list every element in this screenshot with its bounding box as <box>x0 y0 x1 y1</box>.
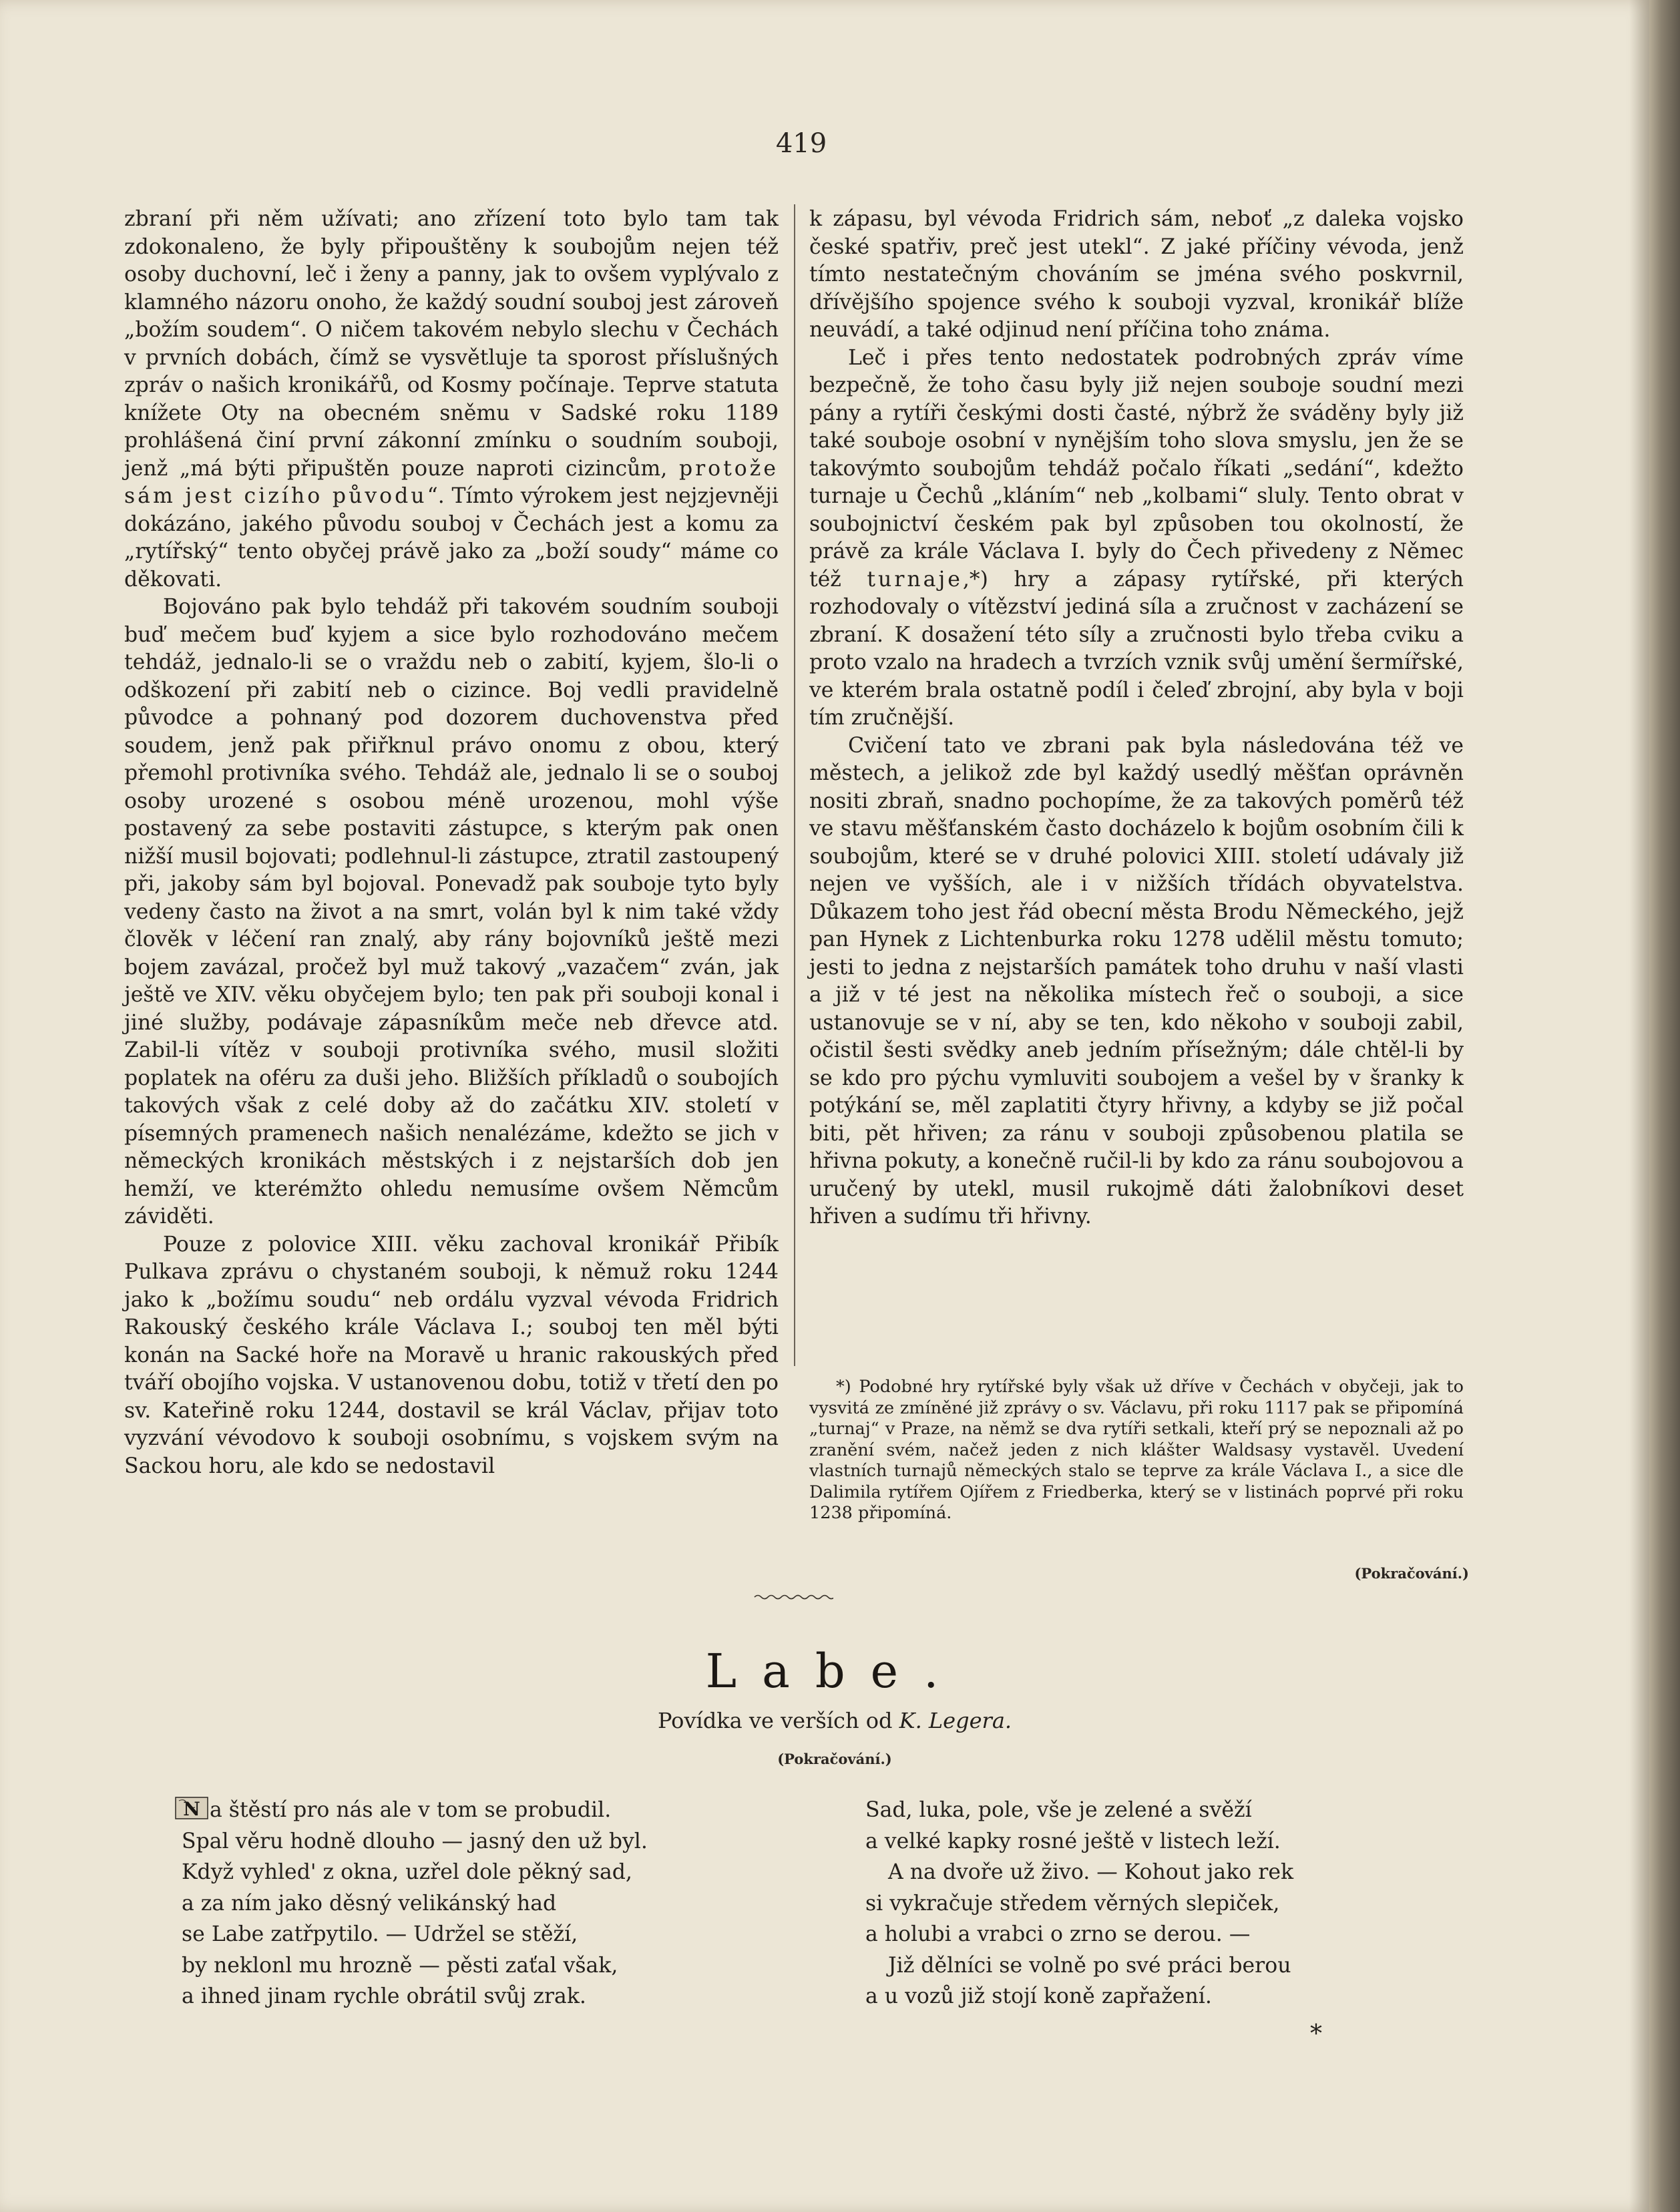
svg-text:N: N <box>183 1798 200 1819</box>
poem-line: a holubi a vrabci o zrno se derou. — <box>865 1922 1251 1946</box>
poem-left-stanza <box>175 1795 776 2012</box>
paragraph: zbraní při něm užívati; ano zřízení toto bylo tam tak zdokonaleno, že byly připouštěny k soubojům nejen též osoby duchovní, leč i ženy a panny, jak to ovšem vyplývalo z klamného názoru onoho, že každý soudní souboj jest zároveň „božím soudem“. O ničem takovém nebylo slechu v Čechách v prvních dobách, čímž se vysvětluje ta sporost příslušných zpráv o našich kronikářů, od Kosmy počínaje. Teprve statuta knížete Oty na obecném sněmu v Sadské roku 1189 prohlášená činí první zákonní zmínku o soudním souboji, jenž „má býti připuštěn pouze naproti cizincům, protože sám jest cizího původu“. Tímto výrokem jest nejzjevněji dokázáno, jakého původu souboj v Čechách jest a komu za „rytířský“ tento obyčej právě jako za „boží soudy“ máme co děkovati. <box>124 207 779 592</box>
poem-line: Sad, luka, pole, vše je zelené a svěží <box>865 1798 1252 1822</box>
left-text-column <box>124 206 779 1480</box>
poem-line: a ihned jinam rychle obrátil svůj zrak. <box>182 1984 586 2008</box>
author-name: K. Legera. <box>899 1708 1012 1733</box>
poem-line: se Labe zatřpytilo. — Udržel se stěží, <box>182 1922 578 1946</box>
continuation-note: (Pokračování.) <box>1354 1565 1469 1582</box>
footnote <box>809 1377 1464 1524</box>
poem-line: A na dvoře už živo. — Kohout jako rek <box>888 1860 1294 1884</box>
poem-line: a u vozů již stojí koně zapřažení. <box>865 1984 1212 2008</box>
paragraph: k zápasu, byl vévoda Fridrich sám, neboť „z daleka vojsko české spatřiv, preč jest utekl“. Z jaké příčiny vévoda, jenž tímto nestatečným chováním se jména svého poskvrnil, dřívějšího spojence svého k souboji vyzval, kronikář blíže neuvádí, a také odjinud není příčina toho známa. <box>809 207 1464 342</box>
story-title: Labe. <box>705 1644 964 1699</box>
poem-line: a za ním jako děsný velikánský had <box>182 1891 557 1916</box>
poem-line: Spal věru hodně dlouho — jasný den už byl. <box>182 1829 648 1853</box>
right-text-column <box>809 206 1464 1231</box>
footnote-text: *) Podobné hry rytířské byly však už dříve v Čechách v obyčeji, jak to vysvitá ze zmíněné již zprávy o sv. Václavu, při roku 1117 pak se připomíná „turnaj“ v Praze, na němž se dva rytíři setkali, kteří prý se nepoznali až po zranění svém, načež jeden z nich klášter Waldsasy vystavěl. Uvedení vlastních turnajů německých stalo se teprve za krále Václava I., a sice dle Dalimila rytířem Ojířem z Friedberka, který se v listinách poprvé při roku 1238 připomíná. <box>809 1377 1464 1523</box>
poem-right-stanza <box>865 1795 1466 2012</box>
spaced-emphasis: protože sám jest cizího původu <box>124 456 779 508</box>
page-number: 419 <box>775 128 827 159</box>
paragraph: Leč i přes tento nedostatek podrobných zpráv víme bezpečně, že toho času byly již nejen souboje soudní mezi pány a rytíři českými dosti časté, nýbrž že sváděny byly již také souboje osobní v nynějším toho slova smyslu, jen že se takovýmto soubojům tehdáž počalo říkati „sedání“, kdežto turnaje u Čechů „kláním“ neb „kolbami“ sluly. Tento obrat v soubojnictví českém pak byl způsoben tou okolností, že právě za krále Václava I. byly do Čech přivedeny z Němec též turnaje,*) hry a zápasy rytířské, při kterých rozhodovaly o vítězství jediná síla a zručnost v zacházení se zbraní. K dosažení této síly a zručnosti bylo třeba cviku a proto vzalo na hradech a tvrzích vznik svůj umění šermířské, ve kterém brala ostatně podíl i čeleď zbrojní, aby byla v boji tím zručnější. <box>809 345 1464 730</box>
poem-line: by neklonl mu hrozně — pěsti zaťal však, <box>182 1953 618 1978</box>
spaced-emphasis: turnaje <box>867 567 963 592</box>
end-asterisk: * <box>1310 2020 1322 2048</box>
poem-line: a velké kapky rosné ještě v listech leží. <box>865 1829 1281 1853</box>
poem-line: si vykračuje středem věrných slepiček, <box>865 1891 1280 1916</box>
ornament-divider <box>753 1593 833 1601</box>
poem-line: Když vyhled' z okna, uzřel dole pěkný sad, <box>182 1860 632 1884</box>
column-divider <box>794 204 795 1366</box>
paragraph: Cvičení tato ve zbrani pak byla následována též ve městech, a jelikož zde byl každý usedlý měšťan oprávněn nositi zbraň, snadno pochopíme, že za takových poměrů též ve stavu měšťanském často docházelo k bojům osobním čili k soubojům, které se v druhé polovici XIII. století udávaly již nejen ve vyšších, ale i v nižších třídách obyvatelstva. Důkazem toho jest řád obecní města Brodu Německého, jejž pan Hynek z Lichtenburka roku 1278 udělil městu tomuto; jesti to jedna z nejstarších památek toho druhu v naší vlasti a již v té jest na několika místech řeč o souboji, a sice ustanovuje se v ní, aby se ten, kdo někoho v souboji zabil, očistil šesti svědky aneb jedním přísežným; dále chtěl-li by se kdo pro pýchu vymluviti soubojem a vešel by v šranky k potýkání se, měl zaplatiti čtyry hřivny, a kdyby se již počal biti, pět hřiven; za ránu v souboji způsobenou platila se hřivna pokuty, a konečně ručil-li by kdo za ránu soubojovou a uručený by utekl, musil rukojmě dáti žalobníkovi deset hřiven a sudímu tři hřivny. <box>809 733 1464 1229</box>
story-subtitle: Povídka ve verších od K. Legera. <box>657 1708 1012 1733</box>
poem-line: N a štěstí pro nás ale v tom se probudil. <box>175 1795 776 1826</box>
story-continuation-note: (Pokračování.) <box>777 1751 892 1767</box>
page-fold-shadow <box>1629 0 1649 2212</box>
decorative-dropcap-icon <box>175 1797 208 1819</box>
poem-line: Již dělníci se volně po své práci berou <box>888 1953 1291 1978</box>
paragraph: Bojováno pak bylo tehdáž při takovém soudním souboji buď mečem buď kyjem a sice bylo rozhodováno mečem tehdáž, jednalo-li se o vraždu neb o zabití, kyjem, šlo-li o odškození při zabití neb o cizince. Boj vedli pravidelně původce a pohnaný pod dozorem duchovenstva před soudem, jenž pak přiřknul právo onomu z obou, který přemohl protivníka svého. Tehdáž ale, jednalo li se o souboj osoby urozené s osobou méně urozenou, mohl výše postavený za sebe postaviti zástupce, s kterým pak onen nižší musil bojovati; podlehnul-li zástupce, ztratil zastoupený při, jakoby sám byl bojoval. Ponevadž pak souboje tyto byly vedeny často na život a na smrt, volán byl k nim také vždy člověk v léčení ran znalý, aby rány bojovníků ještě mezi bojem zavázal, pročež byl muž takový „vazačem“ zván, jak ještě ve XIV. věku obyčejem bylo; ten pak při souboji konal i jiné služby, podávaje zápasníkům meče neb dřevce atd. Zabil-li vítěz v souboji protivníka svého, musil složiti poplatek na oféru za duši jeho. Bližších příkladů o soubojích takových však z celé doby až do začátku XIV. století v písemných pramenech našich nenalézáme, kdežto se jich v německých kronikách městských i z nejstarších dob jen hemží, ve kterémžto ohledu nemusíme ovšem Němcům záviděti. <box>124 595 779 1229</box>
paragraph: Pouze z polovice XIII. věku zachoval kronikář Přibík Pulkava zprávu o chystaném souboji, k němuž roku 1244 jako k „božímu soudu“ neb ordálu vyzval vévoda Fridrich Rakouský českého krále Václava I.; souboj ten měl býti konán na Sacké hoře na Moravě u hranic rakouských před tváří obojího vojska. V ustanovenou dobu, totiž v třetí den po sv. Kateřině roku 1244, dostavil se král Václav, přijav toto vyzvání vévodovo k souboji osobnímu, s vojskem svým na Sackou horu, ale kdo se nedostavil <box>124 1232 779 1478</box>
book-edge <box>1649 0 1680 2212</box>
